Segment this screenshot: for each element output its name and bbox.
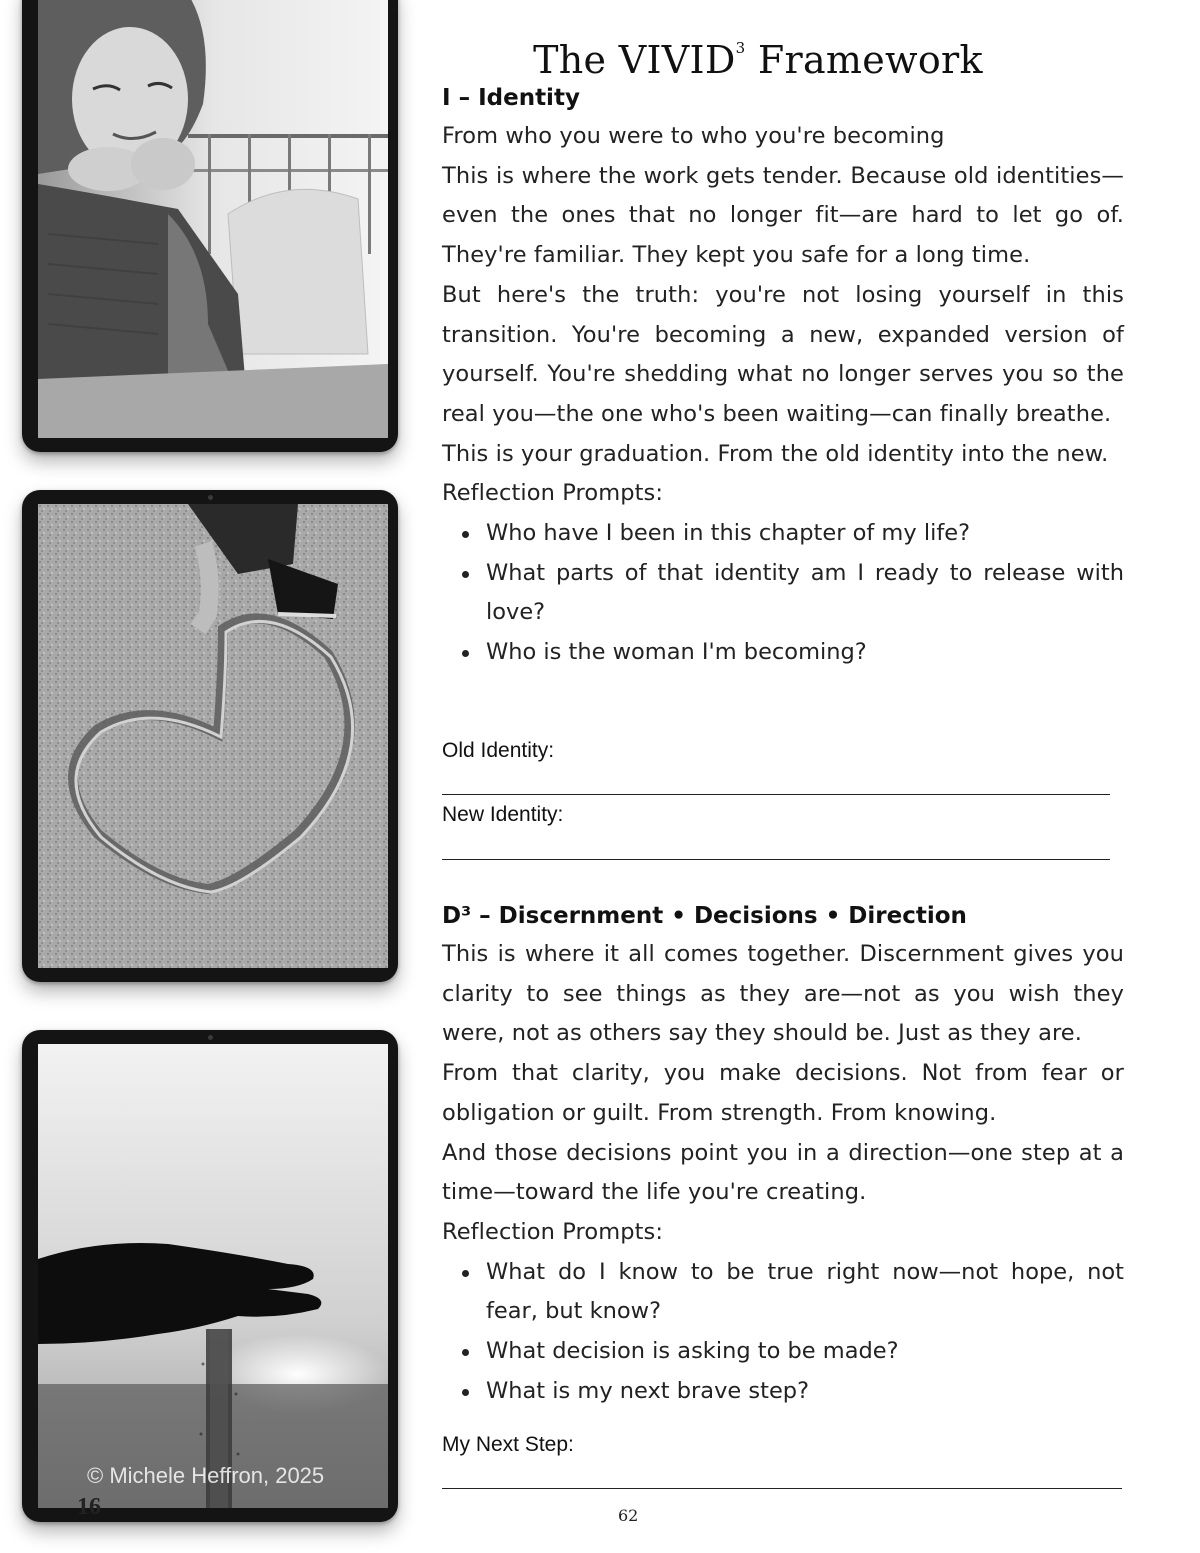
list-item: What parts of that identity am I ready to release with love? xyxy=(486,554,1124,633)
camera-dot xyxy=(208,495,213,500)
left-page-number: 16 xyxy=(77,1494,101,1520)
sand-falling-from-hand-photo xyxy=(38,1044,388,1508)
list-item: Who is the woman I'm becoming? xyxy=(486,633,1124,673)
discernment-paragraph-2: From that clarity, you make decisions. Not from fear or obligation or guilt. From strength. From knowing. xyxy=(442,1060,1124,1126)
tablet-frame-sand-heart xyxy=(22,490,398,982)
discernment-heading: D³ – Discernment • Decisions • Direction xyxy=(442,903,967,929)
next-step-writing-line[interactable] xyxy=(442,1488,1122,1489)
list-item: What do I know to be true right now—not hope, not fear, but know? xyxy=(486,1253,1124,1332)
camera-dot xyxy=(208,1035,213,1040)
copyright-watermark: © Michele Heffron, 2025 xyxy=(87,1463,325,1488)
old-identity-label: Old Identity: xyxy=(442,739,555,762)
discernment-prompts-label: Reflection Prompts: xyxy=(442,1218,664,1245)
list-item: What decision is asking to be made? xyxy=(486,1332,1124,1372)
new-identity-writing-line[interactable] xyxy=(442,859,1110,860)
discernment-section xyxy=(442,901,1124,1411)
identity-section xyxy=(442,83,1124,673)
woman-portrait-photo xyxy=(38,0,388,438)
identity-prompts-list xyxy=(442,514,1124,673)
new-identity-label: New Identity: xyxy=(442,803,564,826)
discernment-paragraph-1: This is where it all comes together. Discernment gives you clarity to see things as they are—not as you wish they were, not as others say they should be. Just as they are. xyxy=(442,941,1124,1047)
tablet-frame-portrait xyxy=(22,0,398,452)
discernment-paragraph-3: And those decisions point you in a direction—one step at a time—toward the life you're creating. xyxy=(442,1139,1124,1206)
old-identity-writing-line[interactable] xyxy=(442,794,1110,795)
identity-paragraph-2: But here's the truth: you're not losing yourself in this transition. You're becoming a new, expanded version of yourself. You're shedding what no longer serves you so the real you—the one who's been waiting—can finally breathe. xyxy=(442,281,1124,427)
identity-paragraph-3: This is your graduation. From the old identity into the new. xyxy=(442,440,1109,467)
list-item: Who have I been in this chapter of my life? xyxy=(486,514,1124,554)
identity-paragraph-1: This is where the work gets tender. Because old identities—even the ones that no longer fit—are hard to let go of. They're familiar. They kept you safe for a long time. xyxy=(442,162,1124,269)
tablet-frame-sand-hand xyxy=(22,1030,398,1522)
page-number: 62 xyxy=(618,1506,639,1525)
identity-heading: I – Identity xyxy=(442,85,580,111)
identity-subtitle: From who you were to who you're becoming xyxy=(442,123,945,149)
identity-prompts-label: Reflection Prompts: xyxy=(442,480,664,507)
list-item: What is my next brave step? xyxy=(486,1372,1124,1412)
next-step-label: My Next Step: xyxy=(442,1433,574,1456)
heart-in-sand-photo xyxy=(38,504,388,968)
discernment-prompts-list xyxy=(442,1253,1124,1412)
page-title: The VIVID$^3$ Framework xyxy=(533,38,983,82)
